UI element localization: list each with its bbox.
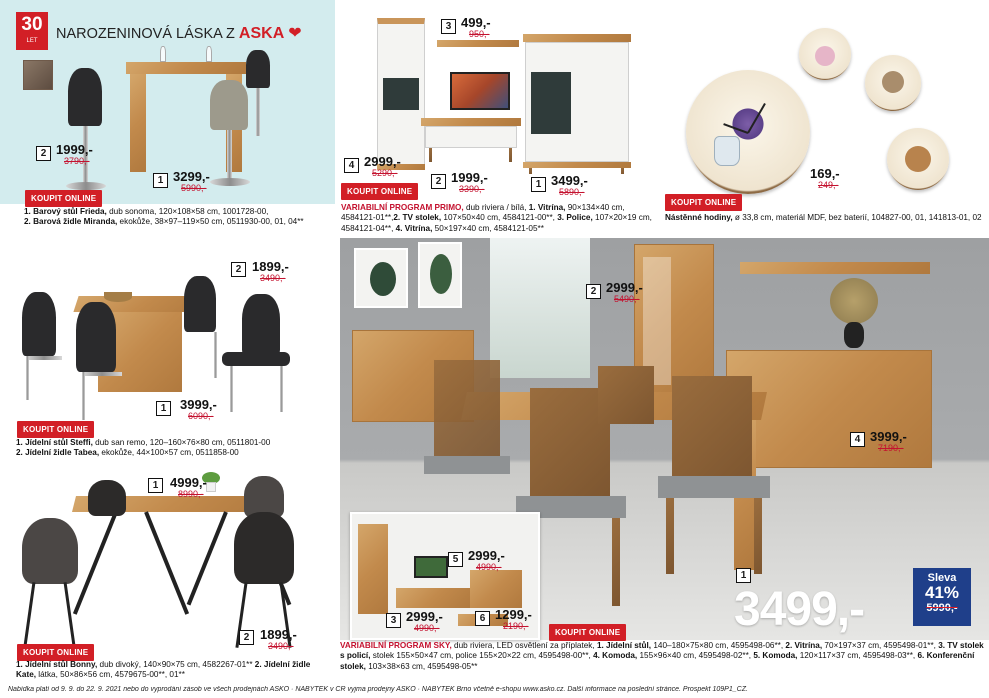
price-tag-clocks: 169,- 249,- xyxy=(810,166,840,190)
wall-shelf xyxy=(437,40,519,47)
buy-online-button[interactable]: KOUPIT ONLINE xyxy=(17,421,94,438)
item-number-2: 2 xyxy=(239,630,254,645)
clock-small-1 xyxy=(799,28,851,80)
bar-stool-black xyxy=(64,68,108,194)
price-tag-sky-3: 2999,- 4990,- xyxy=(406,609,443,633)
price-tag-steffi-2: 1899,- 3490,- xyxy=(252,259,289,283)
clock-dog-decor xyxy=(905,146,931,172)
price-tag-sky-5: 2999,- 4990,- xyxy=(468,548,505,572)
chair-tabea xyxy=(22,292,64,402)
vitrine-tall xyxy=(377,18,425,174)
glass-decor xyxy=(206,46,212,62)
panel-bar xyxy=(0,0,335,232)
item-number-3: 3 xyxy=(441,19,456,34)
price-tag-sky-2: 2999,- 5490,- xyxy=(606,280,643,304)
item-number-1: 1 xyxy=(531,177,546,192)
wall-picture xyxy=(418,242,462,308)
sky-chair xyxy=(598,366,654,426)
brand-logo: ASKA xyxy=(238,25,285,42)
panel-primo xyxy=(337,0,662,236)
clock-jug-decor xyxy=(714,136,740,166)
buy-online-button[interactable]: KOUPIT ONLINE xyxy=(341,183,418,200)
price-tag-bar-table: 3299,- 5990,- xyxy=(173,169,210,193)
bonny-description: 1. Jídelní stůl Bonny, dub divoký, 140×90×75 cm, 4582267-01** 2. Jídelní židle Kate, látka, 50×86×56 cm, 4579675-00**, 01** xyxy=(16,660,311,680)
leather-swatch xyxy=(23,60,53,90)
clock-small-3 xyxy=(887,128,949,190)
item-number-2: 2 xyxy=(231,262,246,277)
item-number-1: 1 xyxy=(156,401,171,416)
chair-tabea xyxy=(76,302,124,422)
panel-bonny xyxy=(0,466,335,684)
item-number-1: 1 xyxy=(153,173,168,188)
item-number-2: 2 xyxy=(431,174,446,189)
price-tag-bonny-1: 4999,- 8990,- xyxy=(170,475,207,499)
clock-cat-decor xyxy=(882,71,904,93)
tv-stand xyxy=(421,118,521,162)
item-number-4: 4 xyxy=(344,158,359,173)
clock-small-2 xyxy=(865,55,921,111)
buy-online-button[interactable]: KOUPIT ONLINE xyxy=(25,190,102,207)
glass-decor xyxy=(160,46,166,62)
tv-screen xyxy=(450,72,510,110)
big-price: 3499,- xyxy=(734,583,865,636)
price-tag-sky-6: 1299,- 2190,- xyxy=(495,607,532,631)
price-tag-bonny-2: 1899,- 3490,- xyxy=(260,627,297,651)
item-number-6: 6 xyxy=(475,611,490,626)
item-number-2: 2 xyxy=(586,284,601,299)
panel-sky xyxy=(340,238,989,684)
price-tag-primo-3: 499,- 950,- xyxy=(461,15,491,39)
bar-stool-black-back xyxy=(246,50,272,140)
footer-note: Nabídka platí od 9. 9. do 22. 9. 2021 nebo do vyprodání zásob ve všech prodejnách ASKO · NÁBYTEK v ČR vyjma prodejny ASKO · NÁBYTEK Brno včetně e-shopu www.asko.cz. Další informace na poslední stránce. Prospekt 109P1_CZ. xyxy=(8,686,748,693)
sky-chair xyxy=(658,376,770,576)
bar-description: 1. Barový stůl Frieda, dub sonoma, 120×108×58 cm, 1001728-00, 2. Barová židle Miranda, ekokůže, 38×97–119×50 cm, 0511930-00, 01, 04** xyxy=(24,207,304,227)
price-tag-primo-2: 1999,- 3390,- xyxy=(451,170,488,194)
chair-kate xyxy=(88,480,126,520)
item-number-3: 3 xyxy=(386,613,401,628)
window xyxy=(490,238,590,378)
clock-decor xyxy=(815,46,835,66)
panel-clocks xyxy=(664,0,989,236)
vitrine-wide xyxy=(523,34,631,174)
item-number-2: 2 xyxy=(36,146,51,161)
chair-tabea xyxy=(218,294,294,414)
buy-online-button[interactable]: KOUPIT ONLINE xyxy=(665,194,742,211)
price-tag-steffi-1: 3999,- 6090,- xyxy=(180,397,217,421)
steffi-description: 1. Jídelní stůl Steffi, dub san remo, 120–160×76×80 cm, 0511801-00 2. Jídelní židle Tabea, ekokůže, 44×100×57 cm, 0511858-00 xyxy=(16,438,271,458)
bowl-decor xyxy=(104,292,132,302)
item-number-1: 1 xyxy=(736,568,751,583)
price-tag-bar-chair: 1999,- 3790,- xyxy=(56,142,93,166)
wall-picture xyxy=(354,248,408,308)
primo-description: VARIABILNÍ PROGRAM PRIMO, dub riviera / bílá, 1. Vitrína, 90×134×40 cm, 4584121-01**,2. TV stolek, 107×50×40 cm, 4584121-00**, 3. Police, 107×20×19 cm, 4584121-04**, 4. Vitrína, 50×197×40 cm, 4584121-05** xyxy=(341,203,652,233)
plant-decor xyxy=(830,278,878,350)
item-number-4: 4 xyxy=(850,432,865,447)
buy-online-button[interactable]: KOUPIT ONLINE xyxy=(17,644,94,661)
heart-icon: ❤ xyxy=(288,25,302,42)
clock-large xyxy=(686,70,810,194)
chair-kate xyxy=(18,518,86,650)
sky-description: VARIABILNÍ PROGRAM SKY, dub riviera, LED osvětlení za příplatek, 1. Jídelní stůl, 140–180×75×80 cm, 4595498-06**, 2. Vitrína, 70×197×37 cm, 4595498-01**, 3. TV stolek s policí, stolek 155×50×47 cm, police 155×20×22 cm, 4595498-00**, 4. Komoda, 155×96×40 cm, 4595498-02**, 5. Komoda, 120×117×37 cm, 4595498-03**, 6. Konferenční stolek, 103×38×63 cm, 4595498-05** xyxy=(340,641,984,671)
price-tag-primo-4: 2999,- 5290,- xyxy=(364,154,401,178)
price-tag-primo-1: 3499,- 5890,- xyxy=(551,173,588,197)
headline xyxy=(56,23,302,43)
clocks-description: Nástěnné hodiny, ø 33,8 cm, materiál MDF, bez baterií, 104827-00, 01, 141813-01, 02 xyxy=(665,213,982,222)
price-tag-sky-4: 3999,- 7190,- xyxy=(870,429,907,453)
item-number-1: 1 xyxy=(148,478,163,493)
anniversary-badge: 30 LET xyxy=(16,12,48,50)
discount-badge: Sleva 41% 5990,- xyxy=(913,568,971,626)
item-number-5: 5 xyxy=(448,552,463,567)
wall-shelf xyxy=(740,262,930,274)
buy-online-button[interactable]: KOUPIT ONLINE xyxy=(549,624,626,641)
panel-steffi xyxy=(0,240,335,462)
headline-text: NAROZENINOVÁ LÁSKA Z xyxy=(56,26,235,42)
